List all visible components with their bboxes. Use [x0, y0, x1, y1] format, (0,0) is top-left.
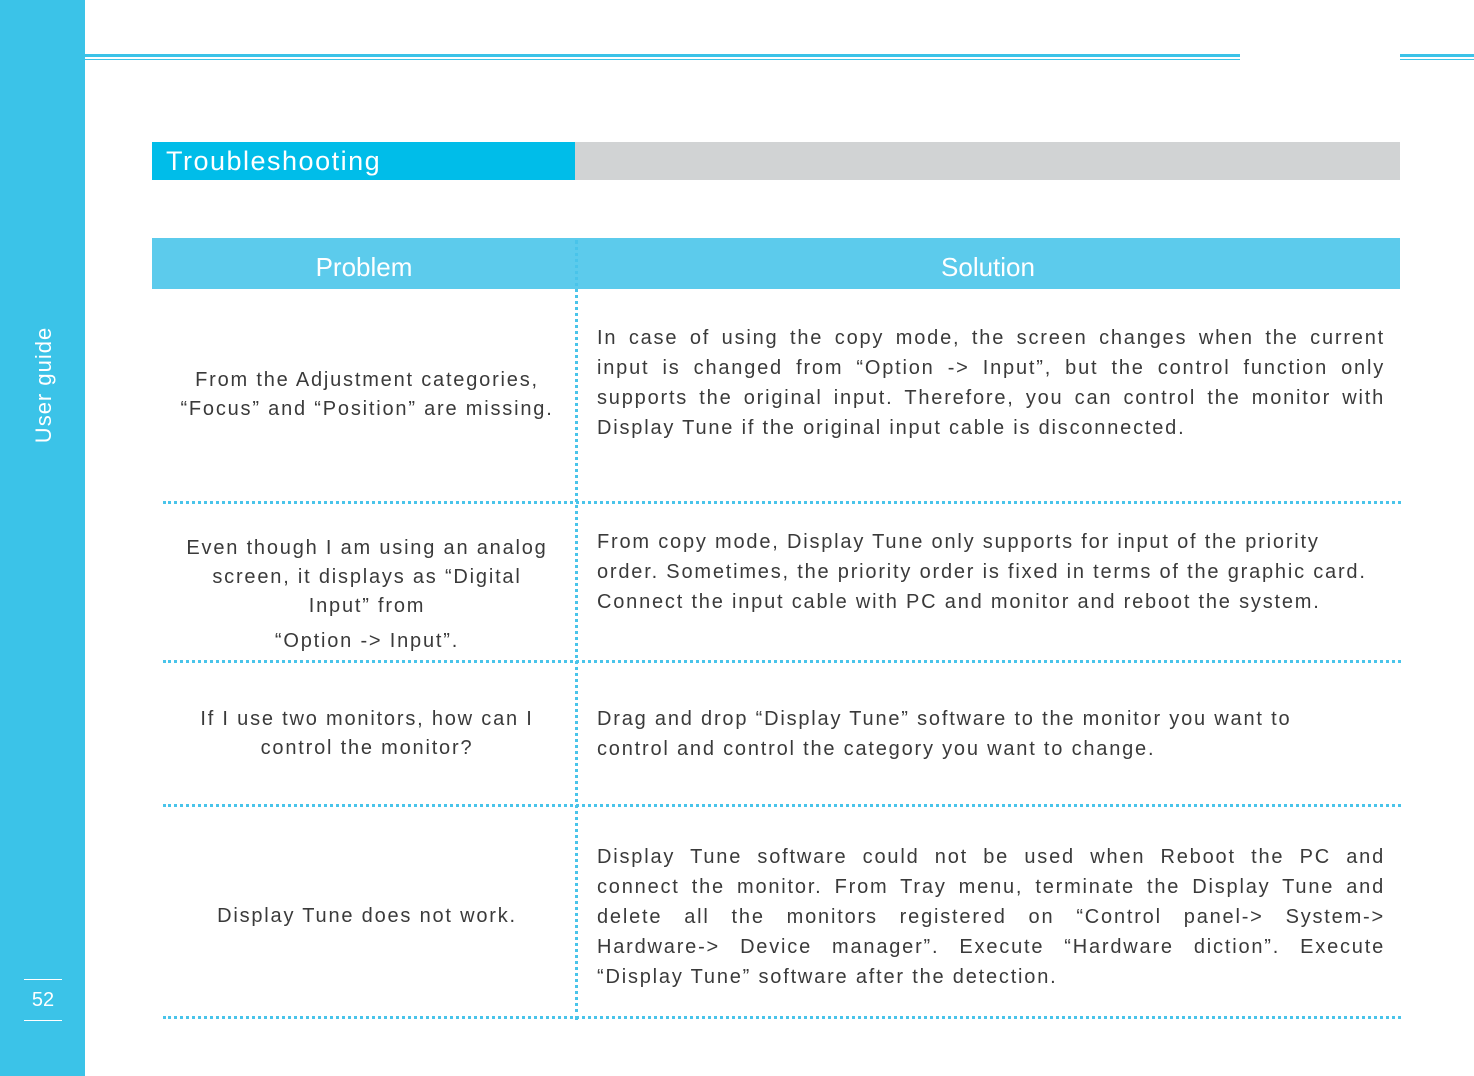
- column-divider: [575, 240, 578, 1020]
- row-divider: [163, 660, 1401, 663]
- problem-cell-2-text: Even though I am using an analog screen, it displays as “Digital Input” from: [186, 537, 548, 617]
- problem-cell-1: From the Adjustment categories, “Focus” and “Position” are missing.: [180, 369, 554, 420]
- solution-cell-2: From copy mode, Display Tune only supports for input of the priority order. Sometimes, the priority order is fixed in terms of the graphic card. Connect the input cable with PC and monitor and reboot the system.: [597, 531, 1367, 613]
- row-divider: [163, 501, 1401, 504]
- solution-cell-4: Display Tune software could not be used when Reboot the PC and connect the monitor. From Tray menu, terminate the Display Tune and delete all the monitors registered on “Control panel-> System-> Hardware-> Device manager”. Execute “Hardware diction”. Execute “Display Tune” software after the detection.: [597, 846, 1385, 988]
- section-title: Troubleshooting: [152, 142, 575, 180]
- row-divider: [163, 804, 1401, 807]
- table-header: [152, 238, 1400, 289]
- section-header: [152, 142, 1400, 180]
- problem-cell-3: If I use two monitors, how can I control the monitor?: [200, 708, 534, 759]
- sidebar-label: User guide: [31, 326, 56, 444]
- row-divider: [163, 1016, 1401, 1019]
- section-header-fill: [575, 142, 1400, 180]
- solution-cell-1: In case of using the copy mode, the screen changes when the current input is changed from “Option -> Input”, but the control function only supports the original input. Therefore, you can control the monitor with Display Tune if the original input cable is disconnected.: [597, 327, 1385, 439]
- header-solution: Solution: [941, 252, 1035, 282]
- problem-cell-4: Display Tune does not work.: [217, 905, 517, 927]
- sidebar: [0, 0, 85, 1076]
- problem-cell-2-extra: “Option -> Input”.: [274, 630, 460, 652]
- page-number: 52: [24, 979, 62, 1021]
- problem-cell-2: [162, 534, 572, 656]
- header-problem: Problem: [315, 252, 413, 282]
- top-rule-left: [85, 54, 1240, 57]
- top-rule-right: [1400, 54, 1474, 57]
- solution-cell-3: Drag and drop “Display Tune” software to the monitor you want to control and control the category you want to change.: [597, 708, 1292, 760]
